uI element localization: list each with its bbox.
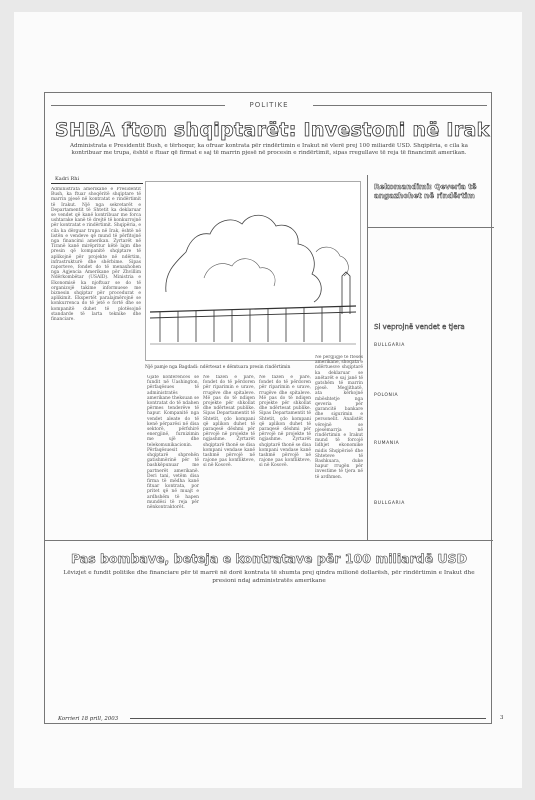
sidebar-country-1: BULLGARIA [374,343,405,348]
article-column-4: Në përgjigje të ftesës amerikane, shoqata e ndërtuesve shqiptarë ka deklaruar se anëtarët e saj janë të gatshëm të marrin pjesë. Megjithatë, ata kërkojnë mbështetje nga qeveria për garancitë bankare dhe sigurimin e personelit. Analistët vërejnë se pjesëmarrja në rindërtimin e Irakut mund të forcojë lidhjet ekonomike midis Shqipërisë dhe Shteteve të Bashkuara, duke hapur rrugën për investime të tjera në të ardhmen. [315,355,363,480]
second-headline: Pas bombave, beteja e kontratave për 100 miliardë USD [70,551,468,566]
sidebar-subheading: Si veprojnë vendet e tjera [374,323,465,331]
main-headline: SHBA fton shqiptarët: Investoni në Irak [55,119,490,141]
sidebar-country-2: POLONIA [374,393,399,398]
footer-publication: Korrieri 18 prill, 2003 [58,716,119,722]
sidebar-country-4: BULLGARIA [374,501,405,506]
byline-rule [51,183,143,184]
article-column-3: Në fazën e parë, fondet do të përdoren për riparimin e urave, rrugëve dhe spitaleve. Më pas do të ndiqen projekte për shkollat dhe ndërtesat publike. Sipas Departamentit të Shtetit, çdo kompani që aplikon duhet të paraqesë dëshmi për përvojë në projekte të ngjashme. Zyrtarët shqiptarë thonë se disa kompani vendase kanë tashmë përvojë në rajone pas konflikteve, si në Kosovë. [203,375,255,469]
section-label: POLITIKE [249,101,289,109]
newspaper-page [44,92,492,724]
headline-deck: Administrata e Presidentit Bush, e tërhoqur, ka ofruar kontrata për rindërtimin e Irakut në vlerë prej 100 miliardë USD. Shqipëria, e cila ka kontribuar me trupa, është e ftuar që firmat e saj të marrin pjesë në procesin e rindërtimit, sipas rregullave të reja të financimit amerikan. [70,143,468,157]
photo-caption: Një pamje nga Bagdadi: ndërtesat e dëmtuara presin rindërtimin [145,365,291,370]
byline: Kadri Rhi [55,176,80,182]
baghdad-sketch [146,182,360,360]
article-column-3b: Në fazën e parë, fondet do të përdoren për riparimin e urave, rrugëve dhe spitaleve. Më pas do të ndiqen projekte për shkollat dhe ndërtesat publike. Sipas Departamentit të Shtetit, çdo kompani që aplikon duhet të paraqesë dëshmi për përvojë në projekte të ngjashme. Zyrtarët shqiptarë thonë se disa kompani vendase kanë tashmë përvojë në rajone pas konflikteve, si në Kosovë. [259,375,311,469]
sidebar-country-3: RUMANIA [374,441,400,446]
second-deck: Lëvizjet e fundit politike dhe financiare për të marrë në dorë kontrata të shumta prej qindra milionë dollarësh, për rindërtimin e Irakut dhe presioni ndaj administratës amerikane [63,570,475,585]
footer-rule [130,718,486,719]
bottom-section-rule [45,540,493,541]
article-column-2: Gjatë konferencës së fundit në Uashington, përfaqësues të administratës amerikane theksuan se kontratat do të ndahen përmes tenderëve të hapur. Kompanitë nga vendet aleate do të kenë përparësi në disa sektorë, përfshirë energjinë, furnizimin me ujë dhe telekomunikacionin. Përfaqësuesit shqiptarë shprehën gatishmërinë për të bashkëpunuar me partnerët amerikanë. Deri tani, vetëm disa firma të mëdha kanë fituar kontrata, por pritet që në muajt e ardhshëm të hapen mundësi të reja për nënkontraktorët. [147,375,199,511]
sidebar-heading: Rekomandimi: Qeveria të angazhohet në rindërtim [374,182,477,200]
sidebar-rule [368,227,494,228]
article-photo [145,181,361,361]
sidebar-box [367,175,494,540]
article-column-1: Administrata amerikane e Presidentit Bush, ka ftuar shoqëritë shqiptare të marrin pjesë në kontratat e rindërtimit të Irakut. Një nga sekretarët e Departamentit të Shtetit ka deklaruar se vendet që kanë kontribuar me forca ushtarake kanë të drejtë të konkurrojnë për kontratat e rindërtimit. Shqipëria, e cila ka dërguar trupa në Irak, është në listën e vendeve që mund të përfitojnë nga financimi amerikan. Zyrtarët në Tiranë kanë mirëpritur këtë lajm dhe presin që kompanitë shqiptare të aplikojnë për projekte në ndërtim, infrastrukturë dhe shërbime. Sipas raporteve, fondet do të menaxhohen nga Agjencia Amerikane për Zhvillim Ndërkombëtar (USAID). Ministria e Ekonomisë ka njoftuar se do të organizojë takime informuese me biznesin shqiptar për procedurat e aplikimit. Ekspertët paralajmërojnë se konkurrenca do të jetë e fortë dhe se kompanitë duhet të plotësojnë standarde të larta teknike dhe financiare. [51,187,141,323]
page-number: 3 [500,715,504,721]
